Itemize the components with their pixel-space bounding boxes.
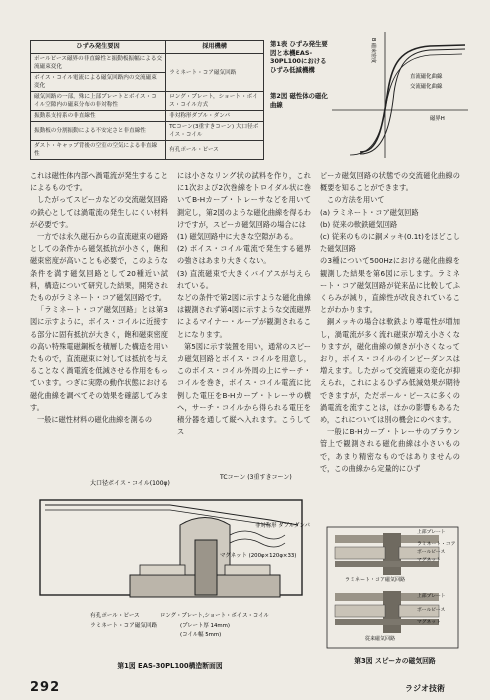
magnetic-circuit-figure [325,525,460,650]
ac-label: 交流磁化曲線 [410,84,443,90]
lam-title: ラミネート・コア磁気回路 [345,577,406,583]
table-header-mechanism: 採用機構 [166,41,264,54]
fig3-caption: 第3図 スピーカの磁気回路 [354,657,436,665]
page-number: 292 [30,680,61,695]
label-magnet-3: マグネット [417,558,441,563]
label-lam-core: ラミネート・コア [417,542,456,547]
distortion-table [30,40,264,160]
label-top-plate-2: 上部プレート [417,594,446,599]
paragraph: 一般に磁性材料の磁化曲線を測るの [37,415,153,425]
paragraph: (b) 従来の軟鉄磁気回路 [320,219,398,229]
paragraph: (c) 従来のものに銅メッキ(0.1t)をほどこした磁気回路 [320,232,460,254]
label-magnet: マグネット (200φ×120φ×33) [220,553,297,559]
paragraph: したがってスピーカなどの交流磁気回路の鉄心としては渦電流の発生しにくい材料が必要です。 [30,195,168,229]
damper-line-2 [230,539,285,547]
label-big-coil: 大口径ボイス・コイル(100φ) [90,480,170,487]
table-header-cause: ひずみ発生要因 [31,41,166,54]
paragraph: (a) ラミネート・コア磁気回路 [320,207,419,217]
label-magnet-4: マグネット [417,620,441,625]
plate-left [140,565,185,575]
paragraph: これは磁性体内部へ渦電流が発生することによるものです。 [30,171,168,193]
table-cell: TCコーン(3重すきコーン) 大口径ボイス・コイル [166,122,264,141]
conv-pole [383,591,401,633]
table-cell: ラミネート・コア磁気回路 [166,54,264,92]
table-row [31,141,264,160]
table-cell: 振動系支持系の非直線性 [31,111,166,122]
paragraph: (3) 直流磁束で大きくバイアスが与えられている。 [177,268,311,290]
table-cell: ボイス・コイル電流による磁気回路内の交流磁束変化 [31,73,166,92]
paragraph: 一般にB-Hカーブ・トレーサのブラウン管上で観測される磁化曲線は小さいもので，あまり精密なものではありませんので，この曲線から定量的にひず [320,427,460,473]
label-top-plate: 上部プレート [417,530,446,535]
h-axis-label: 磁界H [430,116,445,122]
fig1-caption: 第1図 EAS-30PL100構造断面図 [117,662,223,670]
plate-right [225,565,270,575]
paragraph: などの条件で第2図に示すような磁化曲線は観測されず第4図に示すような交流磁界によるマイナー・ループが観測されることになります。 [177,293,311,339]
lam-magnet-left [335,547,385,559]
table-row [31,111,264,122]
paragraph: 「ラミネート・コア磁気回路」とは第3図に示すように，ボイス・コイルに近接する部分に固有抵抗が大きく，飽和磁束密度の高い特殊電磁鋼板を積層した構造を用いたもので，直流磁束に対しては抵抗を与えることなく渦電流を低減させる作用をもっています。つぎに実際の動作状態における磁化曲線を調べてその効果を確認してみます。 [30,305,168,412]
label-pole: 有孔ポール・ピース [90,613,140,619]
label-coil: (コイル幅 5mm) [180,632,222,638]
label-lam: ラミネート・コア磁気回路 [90,623,158,629]
b-axis-label: B 磁束密度 [370,38,376,64]
label-pole-4: ポールピース [417,608,446,613]
magazine-name: ラジオ技術 [405,684,445,693]
cone-line-2 [45,510,270,525]
pole-piece [195,540,217,595]
table-cell: ポールピース磁界の非直線性と振動板振幅による交流磁束変化 [31,54,166,73]
speaker-cross-section-figure [30,465,310,655]
conv-title: 従来磁気回路 [365,636,396,642]
paragraph: (1) 磁気回路中に大きな空隙がある。 [177,232,298,242]
damper-line [230,531,285,539]
conv-magnet-left [335,605,385,617]
conv-top-plate-left [335,593,385,601]
lam-top-plate-left [335,535,385,543]
table-row [31,54,264,73]
table-row [31,122,264,141]
cone-line [45,505,298,525]
dc-curve-lower [360,49,465,154]
table-caption: 第1表 ひずみ発生要因と本機EAS-30PL100におけるひずみ低減機構 [270,40,328,74]
text-column-2 [177,170,311,438]
table-cell: 磁気回路の一部，殊に上部プレートとボイス・コイル空隙内の磁束分布の非対称性 [31,92,166,111]
fig2-caption: 第2図 磁性体の磁化曲線 [270,92,328,109]
text-column-1 [30,170,168,426]
label-tc-cone: TCコーン (3重すきコーン) [220,474,292,481]
paragraph: 銅メッキの場合は軟鉄より導電性が増加し，渦電流が多く流れ磁束が増え小さくなりますが，磁化曲線の傾きが小さくなっており，ボイス・コイルのインピーダンスは増えます。したがって交流磁束の変化が抑えられ，これによるひずみ低減効果が期待できますが，ただポール・ピースに多くの渦電流を流すことは，ほかの影響もあるため，これについては別の機会にのべます。 [320,317,460,425]
paragraph: (2) ボイス・コイル電流で発生する磁界の強さはあまり大きくない。 [177,244,311,266]
lam-pole [383,533,401,575]
table-cell: 振動板の分割振動による不安定さと非直線性 [31,122,166,141]
paragraph: の3種について500Hzにおける磁化曲線を観測した結果を第6図に示します。ラミネート・コア磁気回路が従来品に比較してふくらみが減り，直線性が改良されていることがわかります。 [320,256,460,315]
paragraph: 一方では永久磁石からの直流磁束の磁路としての条件から磁気抵抗が小さく，飽和磁束密度が高いことも必要で，このような条件を満す磁気回路として20種近い試料，構造について研究した結果，開発されたものがラミネート・コア磁気回路です。 [30,232,168,303]
hysteresis-figure [330,30,470,160]
table-cell: 非対称形ダブル・ダンパ [166,111,264,122]
label-damper: 非対称形 ダブルダンパ [255,523,310,529]
label-pole-3: ポールピース [417,550,446,555]
label-plate: (プレート厚 14mm) [180,623,231,629]
text-column-3 [320,170,460,475]
dc-label: 直流磁化曲線 [410,74,443,80]
ac-curve [350,54,462,155]
table-row [31,92,264,111]
table-cell: 有孔ポール・ピース [166,141,264,160]
paragraph: 第5図に示す装置を用い，通常のスピーカ磁気回路とボイス・コイルを用意し，このボイス・コイル外周の上にサーチ・コイルを巻き，ボイス・コイル電流に比例した電圧をB-Hカーブ・トレーサの横へ，サーチ・コイルから得られる電圧を積分器を通して縦へ入れます。こうしてス [177,341,311,437]
table-cell: ロング・プレート，ショート・ボイス・コイル方式 [166,92,264,111]
paragraph: には小さなリング状の試料を作り，これに1次および2次巻線をトロイダル状に巻いてB-Hカーブ・トレーサなどを用いて測定し，第2図のような磁化曲線を得るわけですが，スピーカ磁気回路の場合には [177,171,311,229]
paragraph: ピーカ磁気回路の状態での交流磁化曲線の概要を知ることができます。 [320,171,460,193]
paragraph: この方法を用いて [327,195,385,205]
label-long: ロング・プレート,ショート・ボイス・コイル [160,613,269,619]
table-cell: ダスト・キャップ背後の空室の空気による非直線性 [31,141,166,160]
